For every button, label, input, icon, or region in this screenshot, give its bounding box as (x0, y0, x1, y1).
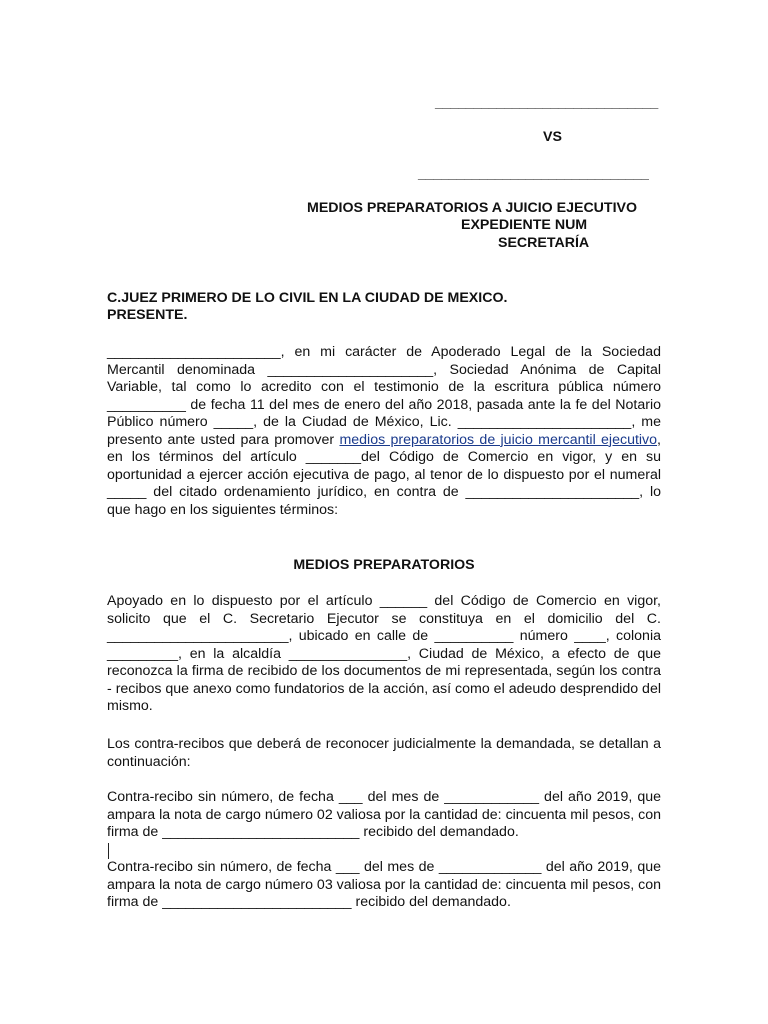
secretaria-label: SECRETARÍA (498, 235, 590, 251)
party-one-blank: _____________________________ (435, 95, 659, 111)
intro-text-start: ______________________, en mi carácter de Apoderado Legal de la Sociedad Mercantil denominada _____________________, Sociedad Anónima de Capital Variable, tal como lo acredito con el testimonio de la escritura pública número __________ de fecha 11 del mes de enero del año 2018, pasada ante la fe del Notario Público número _____, de la Ciudad de México, Lic. ______________________, me presento ante usted para promover (107, 344, 661, 448)
section-title: MEDIOS PREPARATORIOS (293, 557, 475, 573)
addressee-presente: PRESENTE. (107, 307, 188, 323)
text-cursor (108, 843, 109, 859)
party-two-blank: ______________________________ (418, 166, 649, 182)
document-title: MEDIOS PREPARATORIOS A JUICIO EJECUTIVO (307, 200, 638, 216)
paragraph-contra-recibo-03: Contra-recibo sin número, de fecha ___ del mes de _____________ del año 2019, que ampara la nota de cargo número 03 valiosa por la cantidad de: cincuenta mil pesos, con firma de ________________________ recibido del demandado. (107, 859, 661, 910)
paragraph-contra-recibos-intro: Los contra-recibos que deberá de reconocer judicialmente la demandada, se detallan a continuación: (107, 736, 661, 770)
paragraph-request: Apoyado en lo dispuesto por el artículo ______ del Código de Comercio en vigor, solicito que el C. Secretario Ejecutor se constituya en el domicilio del C. _______________________, ubicado en calle de __________ número ____, colonia _________, en la alcaldía _______________, Ciudad de México, a efecto de que reconozca la firma de recibido de los documentos de mi representada, según los contra - recibos que anexo como fundatorios de la acción, así como el adeudo desprendido del mismo. (107, 593, 661, 714)
versus-label: VS (543, 129, 562, 145)
intro-text-end: , en los términos del artículo _______del Código de Comercio en vigor, y en su oportunidad a ejercer acción ejecutiva de pago, al tenor de lo dispuesto por el numeral _____ del citado ordenamiento jurídico, en contra de ______________________, lo que hago en los siguientes términos: (107, 431, 661, 518)
addressee-judge: C.JUEZ PRIMERO DE LO CIVIL EN LA CIUDAD DE MEXICO. (107, 290, 508, 306)
intro-paragraph (107, 344, 661, 519)
expediente-label: EXPEDIENTE NUM (461, 217, 588, 233)
paragraph-contra-recibo-02: Contra-recibo sin número, de fecha ___ del mes de ____________ del año 2019, que ampara la nota de cargo número 02 valiosa por la cantidad de: cincuenta mil pesos, con firma de _________________________ recibido del demandado. (107, 789, 661, 840)
medios-preparatorios-link[interactable]: medios preparatorios de juicio mercantil ejecutivo (339, 431, 658, 448)
